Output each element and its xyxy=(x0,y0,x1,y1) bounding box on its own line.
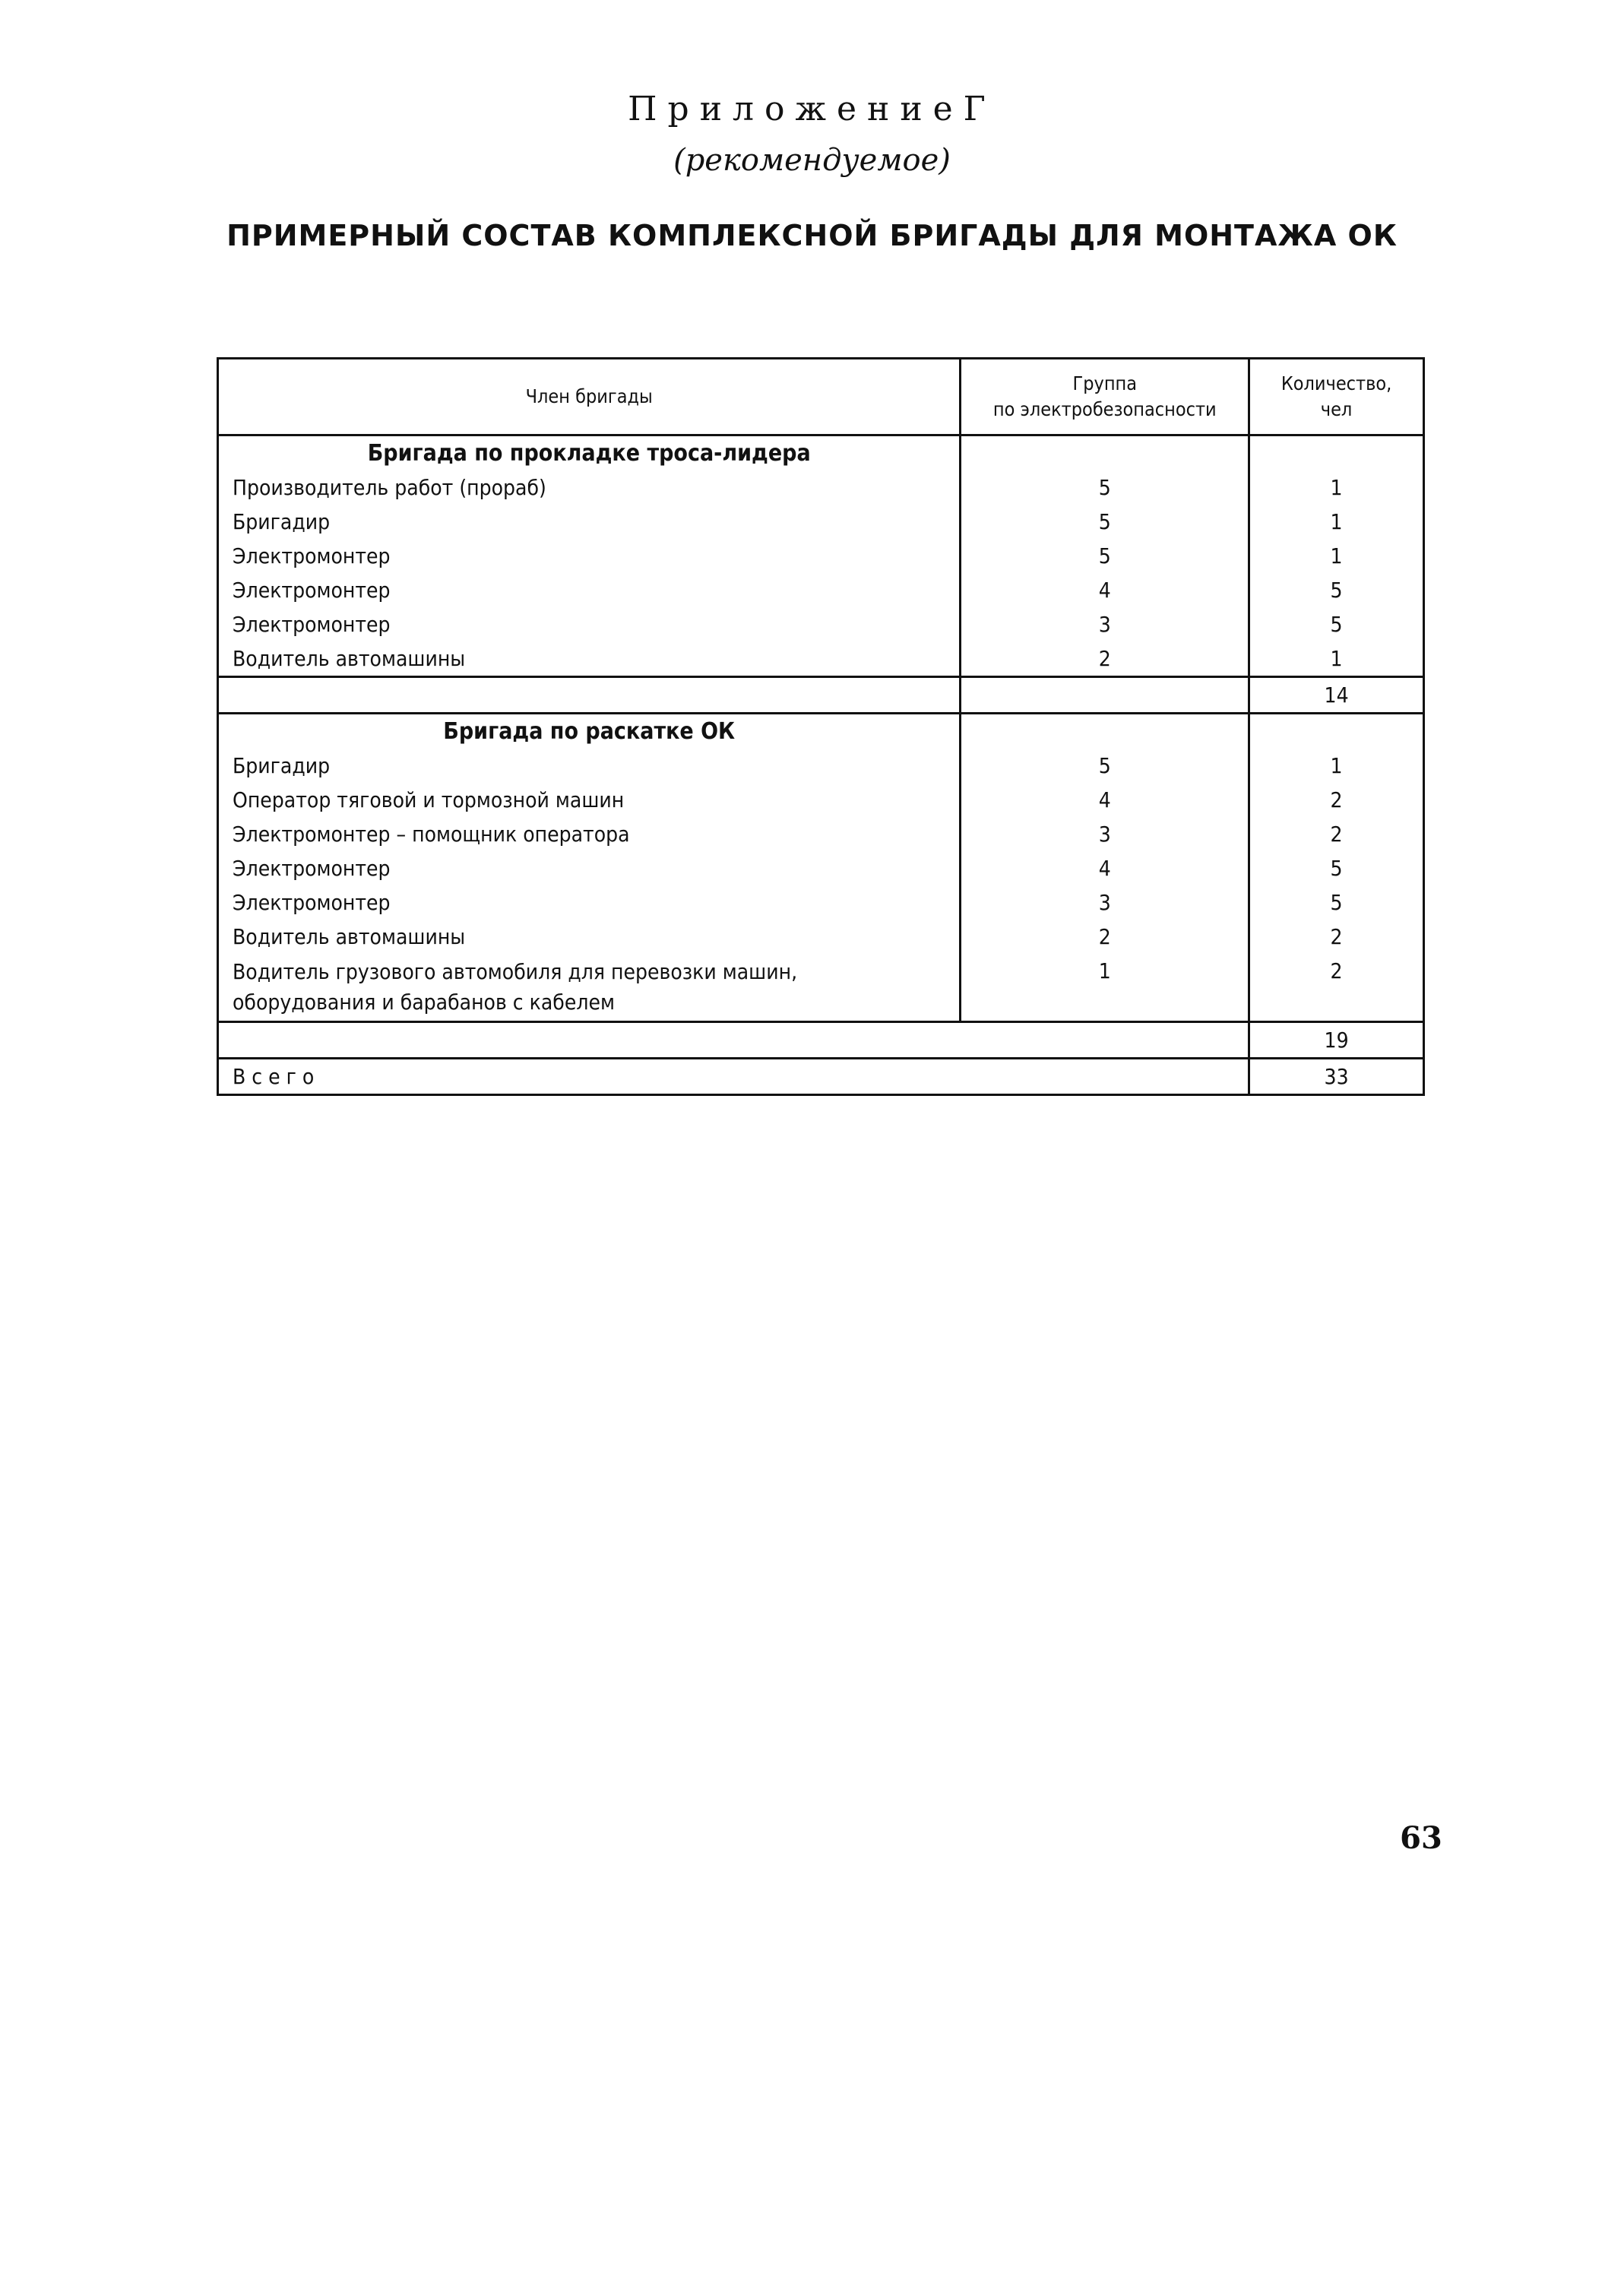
section-title-row xyxy=(218,435,1424,471)
table-row xyxy=(218,954,1424,1022)
member-cell: Электромонтер xyxy=(218,573,961,607)
header-group-line1: Группа xyxy=(1072,372,1138,394)
member-cell: Бригадир xyxy=(218,749,961,783)
group-cell: 3 xyxy=(961,607,1249,641)
total-label: Всего xyxy=(218,1059,961,1095)
section-title-row xyxy=(218,714,1424,749)
appendix-note: (рекомендуемое) xyxy=(673,143,951,178)
group-cell: 4 xyxy=(961,783,1249,817)
group-cell: 3 xyxy=(961,817,1249,851)
count-cell: 1 xyxy=(1249,539,1424,573)
crew-table xyxy=(217,357,1425,1096)
header-count-line2: чел xyxy=(1320,398,1353,420)
member-cell: Электромонтер – помощник оператора xyxy=(218,817,961,851)
group-cell: 5 xyxy=(961,749,1249,783)
table-row xyxy=(218,783,1424,817)
count-cell: 1 xyxy=(1249,505,1424,539)
total-value: 33 xyxy=(1249,1059,1424,1095)
member-cell: Оператор тяговой и тормозной машин xyxy=(218,783,961,817)
table-row xyxy=(218,641,1424,677)
header-group xyxy=(961,359,1249,435)
table-header-row xyxy=(218,359,1424,435)
header-count xyxy=(1249,359,1424,435)
member-cell: Производитель работ (прораб) xyxy=(218,470,961,505)
table-row xyxy=(218,920,1424,954)
count-cell: 1 xyxy=(1249,749,1424,783)
group-cell: 5 xyxy=(961,470,1249,505)
group-cell: 5 xyxy=(961,539,1249,573)
count-cell: 1 xyxy=(1249,470,1424,505)
section-title: Бригада по раскатке ОК xyxy=(218,714,961,749)
table-row xyxy=(218,607,1424,641)
member-cell: Электромонтер xyxy=(218,607,961,641)
header-group-line2: по электробезопасности xyxy=(992,398,1217,420)
member-cell: Электромонтер xyxy=(218,885,961,920)
section-blank xyxy=(1249,435,1424,471)
count-cell: 5 xyxy=(1249,607,1424,641)
count-cell: 1 xyxy=(1249,641,1424,677)
appendix-title: ПриложениеГ xyxy=(628,90,996,128)
section-blank xyxy=(1249,714,1424,749)
subtotal-blank xyxy=(218,1022,961,1059)
count-cell: 5 xyxy=(1249,885,1424,920)
group-cell: 2 xyxy=(961,920,1249,954)
group-cell: 2 xyxy=(961,641,1249,677)
count-cell: 5 xyxy=(1249,573,1424,607)
member-cell: Водитель грузового автомобиля для перевозки машин, оборудования и барабанов с кабелем xyxy=(218,954,961,1022)
document-title: ПРИМЕРНЫЙ СОСТАВ КОМПЛЕКСНОЙ БРИГАДЫ ДЛЯ МОНТАЖА ОК xyxy=(226,219,1398,252)
page-number: 63 xyxy=(1400,1820,1442,1856)
group-cell: 4 xyxy=(961,851,1249,885)
total-blank xyxy=(961,1059,1249,1095)
member-cell: Электромонтер xyxy=(218,851,961,885)
count-cell: 2 xyxy=(1249,817,1424,851)
group-cell: 4 xyxy=(961,573,1249,607)
table-row xyxy=(218,470,1424,505)
table-row xyxy=(218,749,1424,783)
count-cell: 2 xyxy=(1249,783,1424,817)
table-row xyxy=(218,505,1424,539)
section-blank xyxy=(961,435,1249,471)
table-row xyxy=(218,885,1424,920)
group-cell: 3 xyxy=(961,885,1249,920)
table-row xyxy=(218,851,1424,885)
member-cell: Водитель автомашины xyxy=(218,641,961,677)
subtotal-value: 14 xyxy=(1249,677,1424,714)
header-count-line1: Количество, xyxy=(1281,372,1392,394)
count-cell: 5 xyxy=(1249,851,1424,885)
count-cell: 2 xyxy=(1249,954,1424,1022)
group-cell: 1 xyxy=(961,954,1249,1022)
header-member: Член бригады xyxy=(218,359,961,435)
section-title: Бригада по прокладке троса-лидера xyxy=(218,435,961,471)
section-blank xyxy=(961,714,1249,749)
table-row xyxy=(218,573,1424,607)
member-cell: Бригадир xyxy=(218,505,961,539)
member-cell: Электромонтер xyxy=(218,539,961,573)
subtotal-row xyxy=(218,1022,1424,1059)
total-row xyxy=(218,1059,1424,1095)
subtotal-blank xyxy=(961,1022,1249,1059)
count-cell: 2 xyxy=(1249,920,1424,954)
table-row xyxy=(218,539,1424,573)
group-cell: 5 xyxy=(961,505,1249,539)
subtotal-blank xyxy=(961,677,1249,714)
subtotal-row xyxy=(218,677,1424,714)
subtotal-blank xyxy=(218,677,961,714)
member-cell: Водитель автомашины xyxy=(218,920,961,954)
table-row xyxy=(218,817,1424,851)
subtotal-value: 19 xyxy=(1249,1022,1424,1059)
